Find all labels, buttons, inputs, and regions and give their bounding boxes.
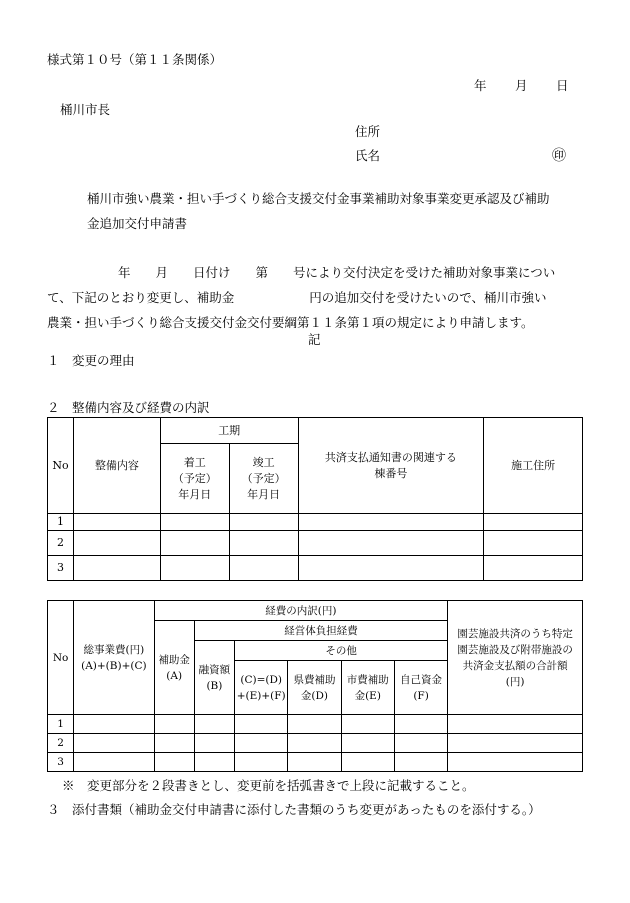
col-address: 施工住所 [484, 418, 583, 514]
col-no: No [48, 601, 74, 715]
section1-heading: １ 変更の理由 [47, 353, 135, 368]
section2-heading: ２ 整備内容及び経費の内訳 [47, 400, 210, 415]
maintenance-table [47, 417, 583, 581]
date-day-label: 日 [556, 78, 569, 93]
ki-mark: 記 [308, 332, 321, 347]
table-row [48, 556, 583, 581]
expense-table [47, 600, 583, 772]
row-number: 2 [48, 734, 74, 753]
table-row [48, 734, 583, 753]
col-city-subsidy: 市費補助 金(E) [341, 661, 394, 715]
col-burden: 経営体負担経費 [194, 621, 447, 641]
name-label: 氏名 [355, 148, 381, 163]
col-special-insurance: 園芸施設共済のうち特定 園芸施設及び附帯施設の 共済金支払額の合計額 (円) [448, 601, 583, 715]
col-total-cost: 総事業費(円) (A)+(B)+(C) [74, 601, 154, 715]
body-line1: 年 月 日付け 第 号により交付決定を受けた補助対象事業につい [118, 265, 556, 280]
col-start-date: 着工 （予定） 年月日 [160, 444, 229, 514]
section3-heading: ３ 添付書類（補助金交付申請書に添付した書類のうち変更があったものを添付する。） [47, 802, 541, 817]
col-breakdown: 経費の内訳(円) [154, 601, 448, 621]
col-other: その他 [235, 641, 448, 661]
table-row [48, 715, 583, 734]
table-row [48, 514, 583, 531]
addressee: 桶川市長 [60, 102, 111, 117]
col-own-funds: 自己資金 (F) [394, 661, 447, 715]
row-number: 2 [48, 531, 74, 556]
date-month-label: 月 [515, 78, 528, 93]
table-row [48, 531, 583, 556]
document-title-line2: 金追加交付申請書 [87, 216, 188, 231]
col-pref-subsidy: 県費補助 金(D) [288, 661, 341, 715]
col-subsidy: 補助金 (A) [154, 621, 194, 715]
body-line3: 農業・担い手づくり総合支援交付金交付要綱第１１条第１項の規定により申請します。 [47, 315, 534, 330]
note-text: ※ 変更部分を２段書きとし、変更前を括弧書きで上段に記載すること。 [62, 778, 475, 793]
seal-mark: ㊞ [552, 148, 566, 164]
col-building-number: 共済支払通知書の関連する 棟番号 [298, 418, 484, 514]
address-label: 住所 [355, 124, 381, 139]
col-end-date: 竣工 （予定） 年月日 [229, 444, 298, 514]
row-number: 1 [48, 514, 74, 531]
document-title-line1: 桶川市強い農業・担い手づくり総合支援交付金事業補助対象事業変更承認及び補助 [87, 191, 550, 206]
row-number: 1 [48, 715, 74, 734]
row-number: 3 [48, 753, 74, 772]
table-row [48, 753, 583, 772]
col-period: 工期 [160, 418, 298, 444]
col-content: 整備内容 [73, 418, 160, 514]
row-number: 3 [48, 556, 74, 581]
col-loan: 融資額 (B) [194, 641, 234, 715]
col-no: No [48, 418, 74, 514]
form-number: 様式第１０号（第１１条関係） [47, 52, 223, 67]
date-year-label: 年 [474, 78, 487, 93]
col-c-formula: (C)=(D) +(E)+(F) [235, 661, 288, 715]
body-line2: て、下記のとおり変更し、補助金 円の追加交付を受けたいので、桶川市強い [47, 290, 547, 305]
